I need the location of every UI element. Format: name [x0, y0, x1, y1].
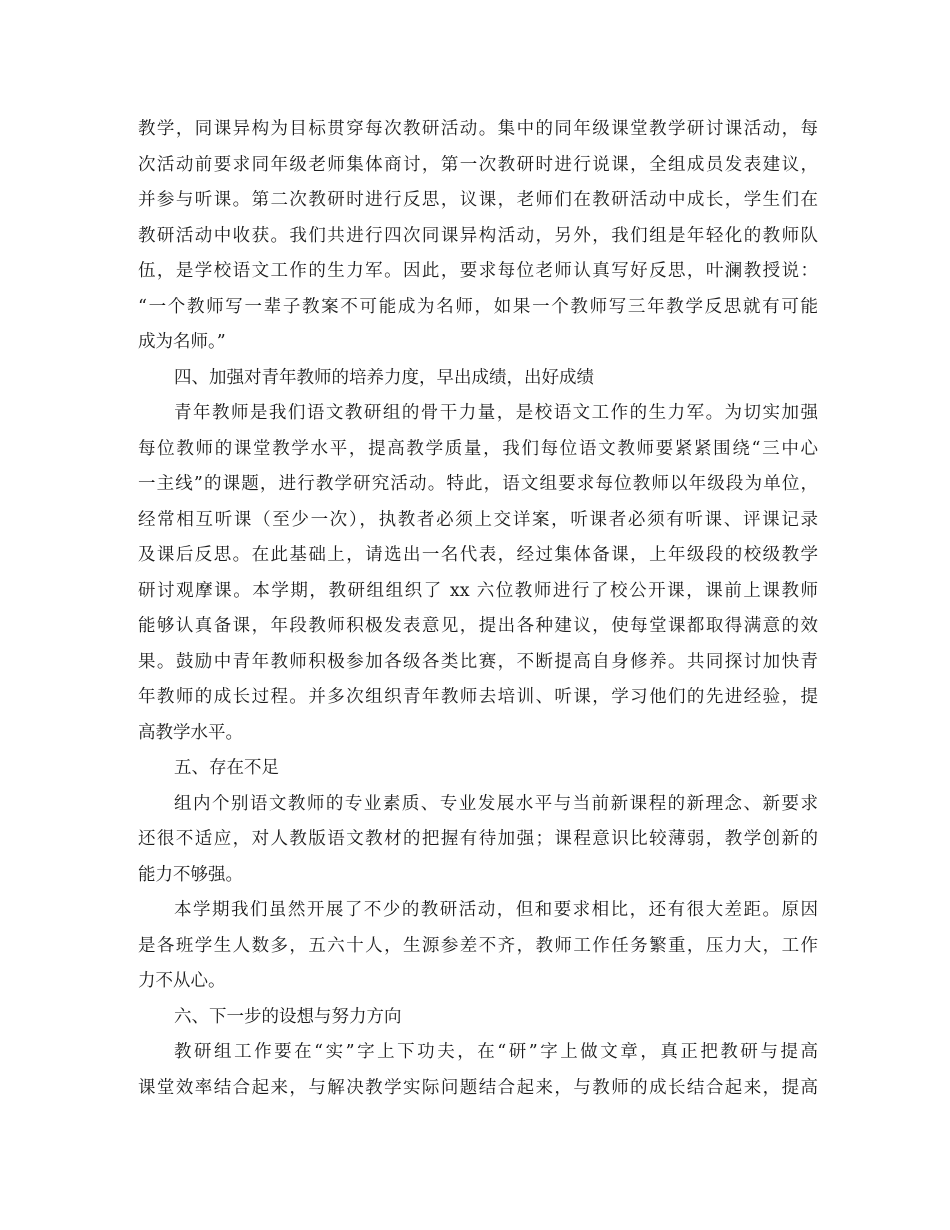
text-line: 教研活动中收获。我们共进行四次同课异构活动，另外，我们组是年轻化的教师队 [138, 225, 818, 246]
text-line: 能力不够强。 [138, 864, 243, 885]
text-line: 一主线”的课题，进行教学研究活动。特此，语文组要求每位教师以年级段为单位， [138, 474, 818, 494]
text-line: 力不从心。 [138, 971, 226, 991]
text-line: 教学，同课异构为目标贯穿每次教研活动。集中的同年级课堂教学研讨课活动，每 [138, 119, 818, 139]
text-line: 六、下一步的设想与努力方向 [174, 1006, 402, 1027]
text-line: 成为名师。” [138, 332, 226, 352]
text-line: 能够认真备课，年段教师积极发表意见，提出各种建议，使每堂课都取得满意的效 [138, 616, 818, 636]
text-line: 及课后反思。在此基础上，请选出一名代表，经过集体备课，上年级段的校级教学 [138, 545, 818, 565]
text-line: 果。鼓励中青年教师积极参加各级各类比赛，不断提高自身修养。共同探讨加快青 [138, 651, 818, 672]
text-line: 五、存在不足 [174, 758, 279, 778]
text-line: 课堂效率结合起来，与解决教学实际问题结合起来，与教师的成长结合起来，提高 [138, 1077, 818, 1098]
text-line: 是各班学生人数多，五六十人，生源参差不齐，教师工作任务繁重，压力大，工作 [138, 935, 818, 956]
text-line: 经常相互听课（至少一次），执教者必须上交详案，听课者必须有听课、评课记录 [138, 509, 818, 530]
text-line: 青年教师是我们语文教研组的骨干力量，是校语文工作的生力军。为切实加强 [174, 403, 818, 423]
text-line: 四、加强对青年教师的培养力度，早出成绩，出好成绩 [174, 367, 594, 388]
text-line: 并参与听课。第二次教研时进行反思，议课，老师们在教研活动中成长，学生们在 [138, 190, 818, 210]
text-line: 伍，是学校语文工作的生力军。因此，要求每位老师认真写好反思，叶澜教授说： [138, 261, 818, 281]
text-line: 年教师的成长过程。并多次组织青年教师去培训、听课，学习他们的先进经验，提 [138, 687, 818, 707]
text-line: 高教学水平。 [138, 722, 243, 743]
text-line: 组内个别语文教师的专业素质、专业发展水平与当前新课程的新理念、新要求 [174, 793, 818, 814]
text-line: 本学期我们虽然开展了不少的教研活动，但和要求相比，还有很大差距。原因 [174, 900, 818, 920]
text-line: 还很不适应，对人教版语文教材的把握有待加强；课程意识比较薄弱，教学创新的 [138, 829, 818, 849]
text-line: “一个教师写一辈子教案不可能成为名师，如果一个教师写三年教学反思就有可能 [138, 296, 818, 317]
body-text [138, 112, 818, 1106]
text-line: 教研组工作要在“实”字上下功夫，在“研”字上做文章，真正把教研与提高 [174, 1042, 818, 1062]
text-line: 研讨观摩课。本学期，教研组组织了 xx 六位教师进行了校公开课，课前上课教师 [138, 580, 818, 601]
text-line: 次活动前要求同年级老师集体商讨，第一次教研时进行说课，全组成员发表建议， [138, 154, 818, 175]
text-line: 每位教师的课堂教学水平，提高教学质量，我们每位语文教师要紧紧围绕“三中心 [138, 438, 818, 459]
